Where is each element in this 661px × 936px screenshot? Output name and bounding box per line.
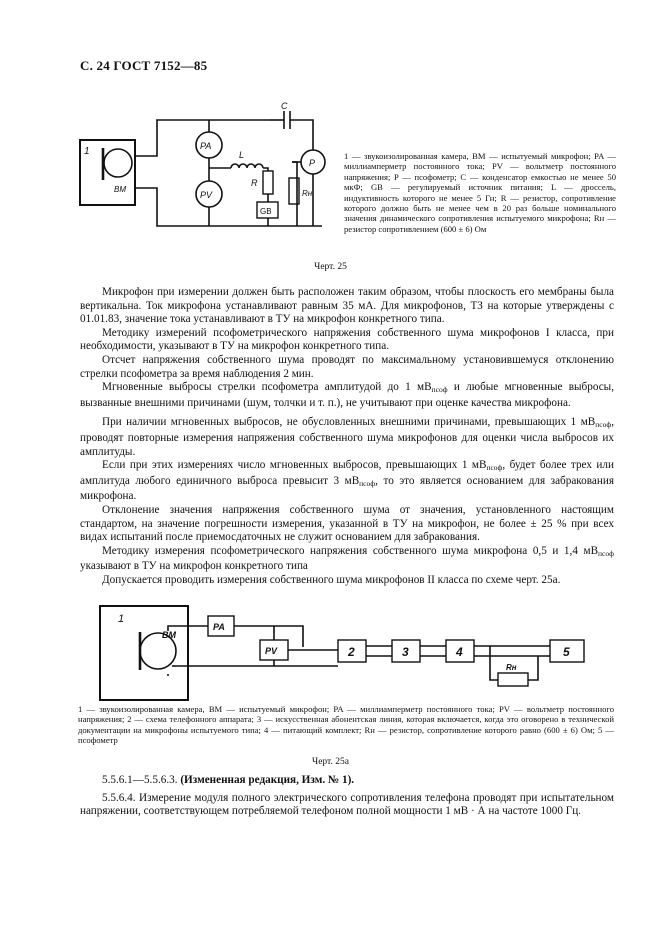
circuit-diagram-25 bbox=[78, 98, 348, 258]
mic-label: BM bbox=[114, 185, 126, 194]
amendment-note: 5.5.6.1—5.5.6.3. (Измененная редакция, Изм. № 1). bbox=[102, 774, 355, 786]
paragraph: Микрофон при измерении должен быть расположен таким образом, чтобы плоскость его мембраны была вертикальна. Ток микрофона устанавливают равным 35 мА. Для микрофонов, ТЗ на которые утверждены с 01.01.83, значение тока устанавливают в ТУ на микрофон конкретного типа. bbox=[80, 286, 614, 326]
box-5-label: 5 bbox=[563, 645, 570, 659]
bottom-text bbox=[80, 774, 614, 823]
figure-25-legend: 1 — звукоизолированная камера, BM — испытуемый микрофон; PA — миллиамперметр постоянного тока; PV — вольтметр постоянного напряжения; P — псофометр; C — конденсатор емкостью не менее 50 мкФ; GB — регулируемый источник питания; L — дроссель, индуктивность которого не менее 5 Гн; R — резистор, сопротивление которого должно быть не менее чем в 20 раз больше номинального значения динамического сопротивления испытуемого микрофона; Rн — резистор сопротивлением (600 ± 6) Ом bbox=[344, 151, 616, 234]
box-2-label: 2 bbox=[348, 645, 355, 659]
sound-chamber bbox=[100, 606, 188, 700]
load-label: Rн bbox=[506, 663, 517, 672]
load-resistor bbox=[498, 673, 528, 686]
pa-label: PA bbox=[200, 141, 212, 151]
chamber-label: 1 bbox=[118, 613, 125, 625]
figure-25a-caption: Черт. 25а bbox=[312, 757, 349, 767]
resistor-label: R bbox=[251, 178, 258, 188]
inductor-label: L bbox=[239, 150, 245, 160]
circuit-diagram-25a bbox=[98, 604, 598, 702]
box-4-label: 4 bbox=[456, 645, 463, 659]
microphone bbox=[104, 149, 132, 177]
battery-label: GB bbox=[260, 207, 272, 216]
pv-label: PV bbox=[265, 646, 278, 656]
paragraph: 5.5.6.4. Измерение модуля полного электрического сопротивления телефона проводят при испытательном напряжении, соответствующем потребляемой телефоном полной мощности 1 мВ · А на частоте 1000 Гц. bbox=[80, 791, 614, 818]
load-label: Rн bbox=[302, 189, 313, 198]
box-3-label: 3 bbox=[402, 645, 409, 659]
page-header: С. 24 ГОСТ 7152—85 bbox=[80, 58, 208, 73]
paragraph: Методику измерений псофометрического напряжения собственного шума микрофонов I класса, при необходимости, указывают в ТУ на микрофон конкретного типа. bbox=[80, 326, 614, 353]
paragraph: Методику измерения псофометрического напряжения собственного шума микрофона 0,5 и 1,4 $мВ_{псоф}$ указывают в ТУ на микрофон конкретного типа bbox=[80, 544, 614, 573]
capacitor-label: C bbox=[281, 101, 288, 111]
mic-label: BM bbox=[162, 630, 176, 640]
paragraph: При наличии мгновенных выбросов, не обусловленных внешними причинами, превышающих 1 $мВ_{псоф}$, проводят повторные измерения напряжения собственного шума микрофонов для оценки числа выбросов их амплитуды. bbox=[80, 416, 614, 458]
psophometer-label: P bbox=[309, 158, 316, 168]
figure-25a-legend: 1 — звукоизолированная камера, BM — испытуемый микрофон; PA — миллиамперметр постоянного тока; PV — вольтметр постоянного напряжения; 2 — схема телефонного аппарата; 3 — искусственная абонентская линия, которая включается, когда это оговорено в технической документации на микрофоны испытуемого типа; 4 — питающий комплект; Rн — резистор, сопротивление которого равно (600 ± 6) Ом; 5 — псофометр bbox=[78, 704, 614, 746]
paragraph: Мгновенные выбросы стрелки псофометра амплитудой до 1 $мВ_{псоф}$ и любые мгновенные выбросы, вызванные внешними причинами (шум, толчки и т. п.), не учитывают при оценке качества микрофона. bbox=[80, 381, 614, 409]
chamber-label: 1 bbox=[84, 146, 90, 157]
figure-25-caption: Черт. 25 bbox=[314, 262, 347, 272]
paragraph: Допускается проводить измерения собственного шума микрофонов II класса по схеме черт. 25а. bbox=[102, 573, 561, 586]
inductor bbox=[231, 164, 263, 168]
paragraph: Если при этих измерениях число мгновенных выбросов, превышающих 1 $мВ_{псоф}$, будет более трех или амплитуда любого единичного выброса превысит 3 $мВ_{псоф}$, то это является основанием для забракования микрофона. bbox=[80, 459, 614, 503]
main-text bbox=[80, 286, 614, 587]
resistor-r bbox=[263, 171, 273, 194]
pv-label: PV bbox=[200, 190, 213, 200]
paragraph: Отсчет напряжения собственного шума проводят по максимальному установившемуся отклонению стрелки псофометра за время наблюдения 2 мин. bbox=[80, 353, 614, 380]
paragraph: Отклонение значения напряжения собственного шума от значения, установленного настоящим стандартом, на значение погрешности измерения, указанной в ТУ на микрофон, не более ± 25 % при всех видах испытаний после приемосдаточных не служит основанием для забракования. bbox=[80, 503, 614, 544]
pa-label: PA bbox=[213, 622, 225, 632]
